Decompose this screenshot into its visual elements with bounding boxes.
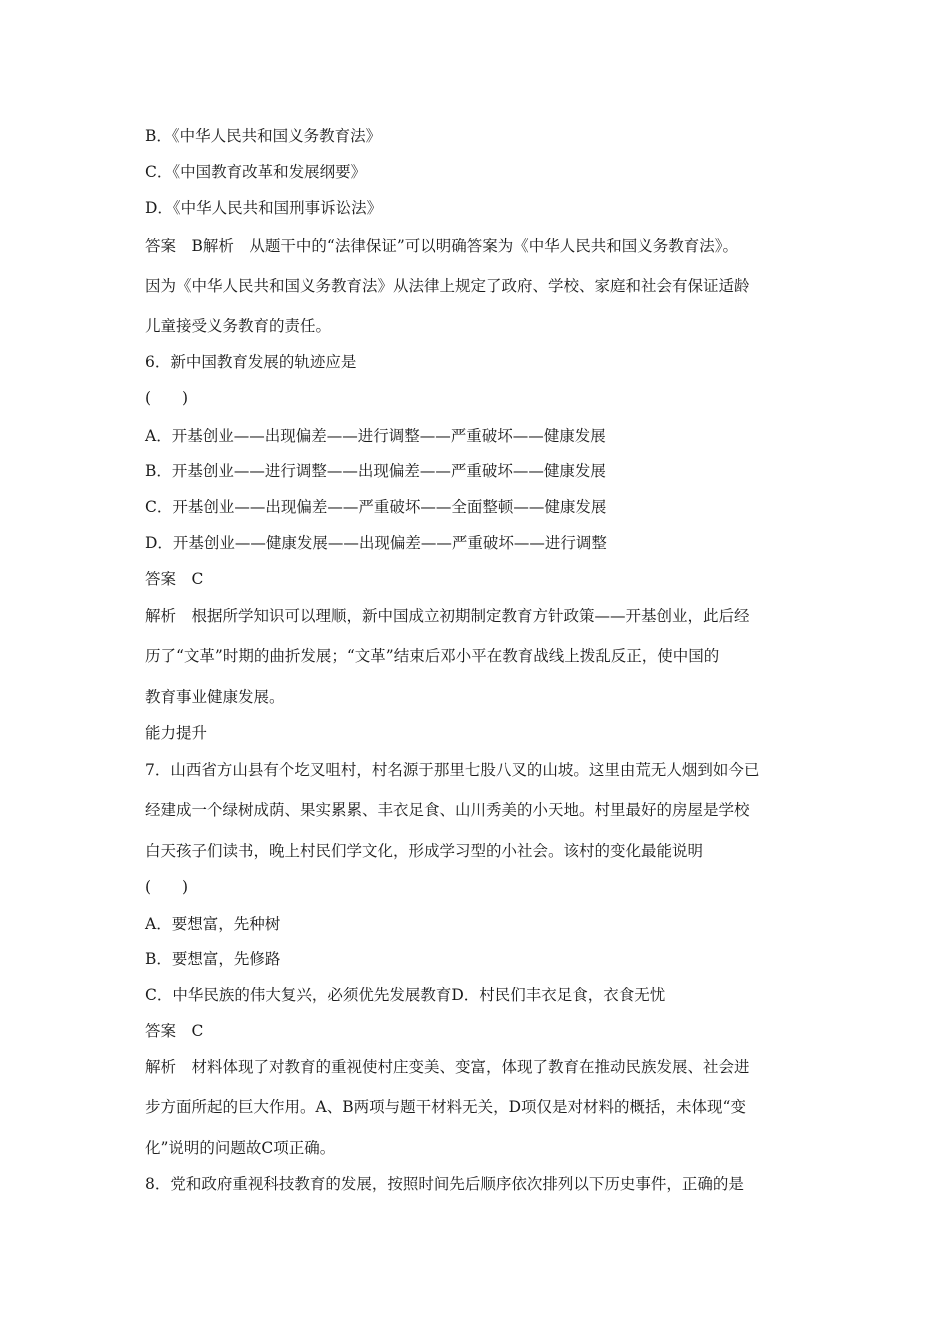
option-d-line: D．《中华人民共和国刑事诉讼法》 xyxy=(145,199,383,217)
section-heading-ability: 能力提升 xyxy=(145,724,208,742)
question-6-option-d: D．开基创业——健康发展——出现偏差——严重破坏——进行调整 xyxy=(145,534,607,552)
question-7-option-cd: C．中华民族的伟大复兴，必须优先发展教育D．村民们丰衣足食，衣食无忧 xyxy=(145,986,666,1004)
explanation-5-line-1: 因为《中华人民共和国义务教育法》从法律上规定了政府、学校、家庭和社会有保证适龄 xyxy=(145,277,750,295)
question-6-stem: 6．新中国教育发展的轨迹应是 xyxy=(145,353,357,371)
question-7-stem-2: 经建成一个绿树成荫、果实累累、丰衣足食、山川秀美的小天地。村里最好的房屋是学校 xyxy=(145,801,750,819)
question-6-explanation-3: 教育事业健康发展。 xyxy=(145,688,285,706)
question-7-explanation-1: 解析 材料体现了对教育的重视使村庄变美、变富，体现了教育在推动民族发展、社会进 xyxy=(145,1058,750,1076)
question-6-bracket: ( ) xyxy=(145,389,189,407)
answer-5-line: 答案 B解析 从题干中的“法律保证”可以明确答案为《中华人民共和国义务教育法》。 xyxy=(145,237,738,255)
question-7-stem-3: 白天孩子们读书，晚上村民们学文化，形成学习型的小社会。该村的变化最能说明 xyxy=(145,842,704,860)
question-6-explanation-1: 解析 根据所学知识可以理顺，新中国成立初期制定教育方针政策——开基创业，此后经 xyxy=(145,607,750,625)
question-6-answer: 答案 C xyxy=(145,570,204,588)
explanation-5-line-2: 儿童接受义务教育的责任。 xyxy=(145,317,332,335)
question-7-bracket: ( ) xyxy=(145,878,189,896)
question-7-option-a: A．要想富，先种树 xyxy=(145,915,281,933)
question-6-option-b: B．开基创业——进行调整——出现偏差——严重破坏——健康发展 xyxy=(145,462,606,480)
question-6-option-c: C．开基创业——出现偏差——严重破坏——全面整顿——健康发展 xyxy=(145,498,607,516)
question-6-option-a: A．开基创业——出现偏差——进行调整——严重破坏——健康发展 xyxy=(145,427,606,445)
question-8-stem: 8．党和政府重视科技教育的发展，按照时间先后顺序依次排列以下历史事件，正确的是 xyxy=(145,1175,744,1193)
question-7-option-b: B．要想富，先修路 xyxy=(145,950,281,968)
option-b-line: B．《中华人民共和国义务教育法》 xyxy=(145,127,382,145)
question-7-stem-1: 7．山西省方山县有个圪叉咀村，村名源于那里七股八叉的山坡。这里由荒无人烟到如今已 xyxy=(145,761,760,779)
question-7-explanation-3: 化”说明的问题故C项正确。 xyxy=(145,1139,336,1157)
question-7-explanation-2: 步方面所起的巨大作用。A、B两项与题干材料无关，D项仅是对材料的概括，未体现“变 xyxy=(145,1098,746,1116)
question-7-answer: 答案 C xyxy=(145,1022,204,1040)
option-c-line: C．《中国教育改革和发展纲要》 xyxy=(145,163,367,181)
question-6-explanation-2: 历了“文革”时期的曲折发展；“文革”结束后邓小平在教育战线上拨乱反正，使中国的 xyxy=(145,647,720,665)
